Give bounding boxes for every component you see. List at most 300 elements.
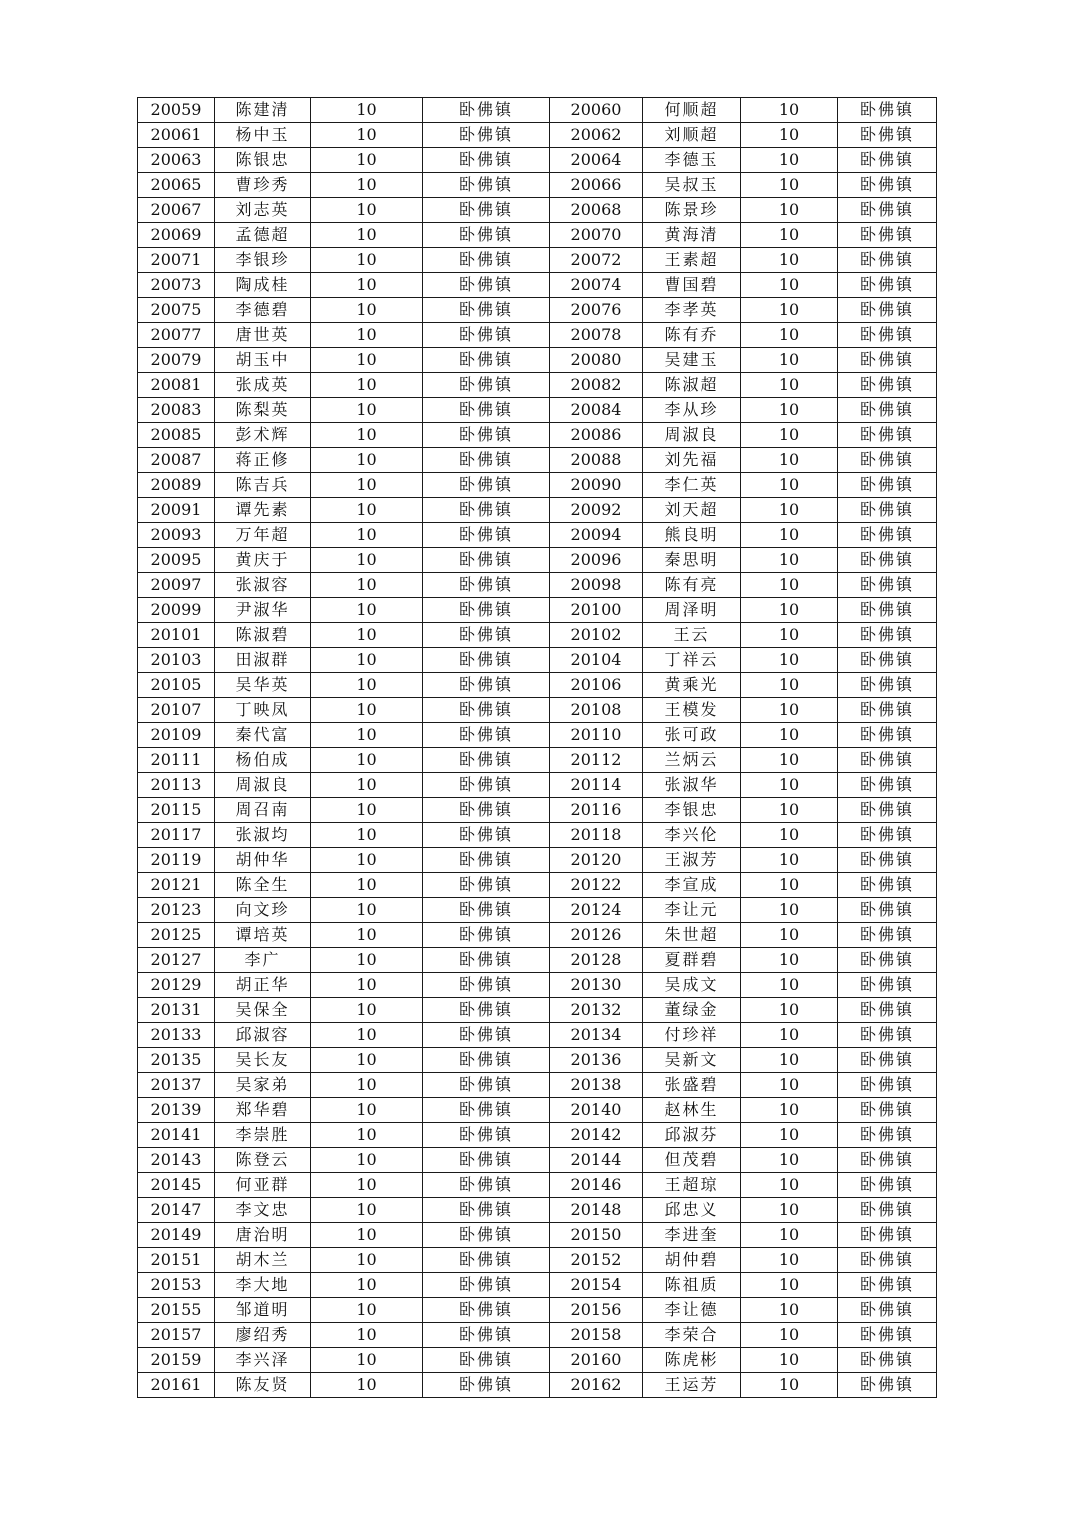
record-id-cell: 20086 [550, 423, 643, 448]
person-name-cell: 陈淑超 [643, 373, 741, 398]
town-cell: 卧佛镇 [423, 898, 550, 923]
town-cell: 卧佛镇 [838, 298, 937, 323]
record-id-cell: 20102 [550, 623, 643, 648]
amount-cell: 10 [741, 448, 838, 473]
person-name-cell: 陈景珍 [643, 198, 741, 223]
amount-cell: 10 [311, 148, 423, 173]
person-name-cell: 李大地 [215, 1273, 311, 1298]
record-id-cell: 20150 [550, 1223, 643, 1248]
record-id-cell: 20090 [550, 473, 643, 498]
record-id-cell: 20063 [138, 148, 215, 173]
record-id-cell: 20133 [138, 1023, 215, 1048]
amount-cell: 10 [741, 673, 838, 698]
town-cell: 卧佛镇 [838, 523, 937, 548]
record-id-cell: 20112 [550, 748, 643, 773]
amount-cell: 10 [741, 1298, 838, 1323]
town-cell: 卧佛镇 [838, 273, 937, 298]
table-row [138, 398, 937, 423]
town-cell: 卧佛镇 [838, 173, 937, 198]
amount-cell: 10 [311, 598, 423, 623]
record-id-cell: 20160 [550, 1348, 643, 1373]
person-name-cell: 张成英 [215, 373, 311, 398]
town-cell: 卧佛镇 [423, 148, 550, 173]
town-cell: 卧佛镇 [838, 123, 937, 148]
table-row [138, 198, 937, 223]
record-id-cell: 20157 [138, 1323, 215, 1348]
person-name-cell: 吴长友 [215, 1048, 311, 1073]
town-cell: 卧佛镇 [838, 748, 937, 773]
amount-cell: 10 [311, 673, 423, 698]
person-name-cell: 唐世英 [215, 323, 311, 348]
town-cell: 卧佛镇 [423, 323, 550, 348]
amount-cell: 10 [311, 1348, 423, 1373]
table-row [138, 998, 937, 1023]
amount-cell: 10 [741, 823, 838, 848]
table-row [138, 373, 937, 398]
town-cell: 卧佛镇 [423, 298, 550, 323]
record-id-cell: 20075 [138, 298, 215, 323]
town-cell: 卧佛镇 [838, 1348, 937, 1373]
town-cell: 卧佛镇 [838, 248, 937, 273]
town-cell: 卧佛镇 [423, 1073, 550, 1098]
record-id-cell: 20080 [550, 348, 643, 373]
person-name-cell: 陈淑碧 [215, 623, 311, 648]
record-id-cell: 20065 [138, 173, 215, 198]
person-name-cell: 郑华碧 [215, 1098, 311, 1123]
table-row [138, 623, 937, 648]
person-name-cell: 尹淑华 [215, 598, 311, 623]
town-cell: 卧佛镇 [423, 798, 550, 823]
amount-cell: 10 [741, 1098, 838, 1123]
table-row [138, 98, 937, 123]
amount-cell: 10 [311, 1198, 423, 1223]
person-name-cell: 王云 [643, 623, 741, 648]
town-cell: 卧佛镇 [423, 573, 550, 598]
table-row [138, 1098, 937, 1123]
town-cell: 卧佛镇 [838, 323, 937, 348]
amount-cell: 10 [311, 798, 423, 823]
amount-cell: 10 [741, 1173, 838, 1198]
person-name-cell: 胡仲碧 [643, 1248, 741, 1273]
amount-cell: 10 [741, 373, 838, 398]
amount-cell: 10 [741, 1273, 838, 1298]
amount-cell: 10 [311, 998, 423, 1023]
record-id-cell: 20131 [138, 998, 215, 1023]
amount-cell: 10 [741, 198, 838, 223]
amount-cell: 10 [741, 1123, 838, 1148]
person-name-cell: 李进奎 [643, 1223, 741, 1248]
amount-cell: 10 [741, 248, 838, 273]
record-id-cell: 20156 [550, 1298, 643, 1323]
person-name-cell: 廖绍秀 [215, 1323, 311, 1348]
amount-cell: 10 [311, 1048, 423, 1073]
record-id-cell: 20114 [550, 773, 643, 798]
amount-cell: 10 [741, 498, 838, 523]
person-name-cell: 杨中玉 [215, 123, 311, 148]
town-cell: 卧佛镇 [423, 223, 550, 248]
table-row [138, 1298, 937, 1323]
amount-cell: 10 [741, 398, 838, 423]
record-id-cell: 20110 [550, 723, 643, 748]
town-cell: 卧佛镇 [423, 348, 550, 373]
person-name-cell: 陈银忠 [215, 148, 311, 173]
amount-cell: 10 [311, 1223, 423, 1248]
town-cell: 卧佛镇 [423, 548, 550, 573]
person-name-cell: 董绿金 [643, 998, 741, 1023]
person-name-cell: 李德碧 [215, 298, 311, 323]
person-name-cell: 陈吉兵 [215, 473, 311, 498]
amount-cell: 10 [741, 1248, 838, 1273]
record-id-cell: 20096 [550, 548, 643, 573]
town-cell: 卧佛镇 [838, 448, 937, 473]
town-cell: 卧佛镇 [838, 1148, 937, 1173]
town-cell: 卧佛镇 [423, 1223, 550, 1248]
record-id-cell: 20128 [550, 948, 643, 973]
record-id-cell: 20137 [138, 1073, 215, 1098]
roster-table [137, 97, 937, 1398]
town-cell: 卧佛镇 [838, 1123, 937, 1148]
person-name-cell: 唐治明 [215, 1223, 311, 1248]
amount-cell: 10 [311, 473, 423, 498]
town-cell: 卧佛镇 [838, 1173, 937, 1198]
town-cell: 卧佛镇 [838, 1373, 937, 1398]
town-cell: 卧佛镇 [423, 748, 550, 773]
record-id-cell: 20144 [550, 1148, 643, 1173]
town-cell: 卧佛镇 [423, 523, 550, 548]
record-id-cell: 20105 [138, 673, 215, 698]
person-name-cell: 周泽明 [643, 598, 741, 623]
amount-cell: 10 [311, 223, 423, 248]
town-cell: 卧佛镇 [838, 548, 937, 573]
record-id-cell: 20161 [138, 1373, 215, 1398]
town-cell: 卧佛镇 [838, 498, 937, 523]
person-name-cell: 何顺超 [643, 98, 741, 123]
record-id-cell: 20104 [550, 648, 643, 673]
record-id-cell: 20147 [138, 1198, 215, 1223]
town-cell: 卧佛镇 [423, 248, 550, 273]
record-id-cell: 20097 [138, 573, 215, 598]
person-name-cell: 周淑良 [215, 773, 311, 798]
person-name-cell: 彭术辉 [215, 423, 311, 448]
town-cell: 卧佛镇 [838, 698, 937, 723]
record-id-cell: 20094 [550, 523, 643, 548]
town-cell: 卧佛镇 [423, 123, 550, 148]
town-cell: 卧佛镇 [423, 848, 550, 873]
person-name-cell: 陈登云 [215, 1148, 311, 1173]
town-cell: 卧佛镇 [423, 1373, 550, 1398]
person-name-cell: 李兴泽 [215, 1348, 311, 1373]
person-name-cell: 胡木兰 [215, 1248, 311, 1273]
amount-cell: 10 [311, 1298, 423, 1323]
person-name-cell: 王素超 [643, 248, 741, 273]
town-cell: 卧佛镇 [838, 1098, 937, 1123]
person-name-cell: 陈梨英 [215, 398, 311, 423]
record-id-cell: 20087 [138, 448, 215, 473]
record-id-cell: 20078 [550, 323, 643, 348]
town-cell: 卧佛镇 [838, 898, 937, 923]
person-name-cell: 黄庆于 [215, 548, 311, 573]
town-cell: 卧佛镇 [838, 1023, 937, 1048]
table-row [138, 1373, 937, 1398]
town-cell: 卧佛镇 [423, 473, 550, 498]
person-name-cell: 付珍祥 [643, 1023, 741, 1048]
amount-cell: 10 [311, 198, 423, 223]
town-cell: 卧佛镇 [423, 1173, 550, 1198]
person-name-cell: 吴保全 [215, 998, 311, 1023]
record-id-cell: 20111 [138, 748, 215, 773]
record-id-cell: 20093 [138, 523, 215, 548]
person-name-cell: 黄海清 [643, 223, 741, 248]
amount-cell: 10 [311, 373, 423, 398]
amount-cell: 10 [741, 973, 838, 998]
town-cell: 卧佛镇 [423, 973, 550, 998]
person-name-cell: 谭培英 [215, 923, 311, 948]
record-id-cell: 20099 [138, 598, 215, 623]
amount-cell: 10 [311, 323, 423, 348]
town-cell: 卧佛镇 [838, 348, 937, 373]
town-cell: 卧佛镇 [423, 1048, 550, 1073]
amount-cell: 10 [741, 998, 838, 1023]
record-id-cell: 20103 [138, 648, 215, 673]
town-cell: 卧佛镇 [838, 1198, 937, 1223]
town-cell: 卧佛镇 [838, 198, 937, 223]
record-id-cell: 20109 [138, 723, 215, 748]
person-name-cell: 兰炳云 [643, 748, 741, 773]
record-id-cell: 20101 [138, 623, 215, 648]
amount-cell: 10 [311, 498, 423, 523]
amount-cell: 10 [311, 698, 423, 723]
town-cell: 卧佛镇 [838, 798, 937, 823]
town-cell: 卧佛镇 [838, 98, 937, 123]
record-id-cell: 20092 [550, 498, 643, 523]
person-name-cell: 王超琼 [643, 1173, 741, 1198]
amount-cell: 10 [741, 873, 838, 898]
amount-cell: 10 [741, 748, 838, 773]
record-id-cell: 20072 [550, 248, 643, 273]
amount-cell: 10 [741, 473, 838, 498]
person-name-cell: 胡玉中 [215, 348, 311, 373]
person-name-cell: 刘先福 [643, 448, 741, 473]
town-cell: 卧佛镇 [423, 1123, 550, 1148]
town-cell: 卧佛镇 [423, 648, 550, 673]
person-name-cell: 邱淑容 [215, 1023, 311, 1048]
person-name-cell: 李文忠 [215, 1198, 311, 1223]
amount-cell: 10 [741, 723, 838, 748]
amount-cell: 10 [311, 1373, 423, 1398]
person-name-cell: 陈建清 [215, 98, 311, 123]
town-cell: 卧佛镇 [423, 373, 550, 398]
amount-cell: 10 [311, 548, 423, 573]
town-cell: 卧佛镇 [423, 623, 550, 648]
person-name-cell: 胡仲华 [215, 848, 311, 873]
amount-cell: 10 [741, 1148, 838, 1173]
amount-cell: 10 [741, 623, 838, 648]
town-cell: 卧佛镇 [423, 948, 550, 973]
table-row [138, 698, 937, 723]
record-id-cell: 20154 [550, 1273, 643, 1298]
record-id-cell: 20122 [550, 873, 643, 898]
record-id-cell: 20076 [550, 298, 643, 323]
record-id-cell: 20061 [138, 123, 215, 148]
person-name-cell: 孟德超 [215, 223, 311, 248]
person-name-cell: 何亚群 [215, 1173, 311, 1198]
record-id-cell: 20162 [550, 1373, 643, 1398]
person-name-cell: 但茂碧 [643, 1148, 741, 1173]
amount-cell: 10 [311, 873, 423, 898]
amount-cell: 10 [741, 1373, 838, 1398]
person-name-cell: 吴家弟 [215, 1073, 311, 1098]
record-id-cell: 20113 [138, 773, 215, 798]
record-id-cell: 20084 [550, 398, 643, 423]
record-id-cell: 20120 [550, 848, 643, 873]
person-name-cell: 曹珍秀 [215, 173, 311, 198]
town-cell: 卧佛镇 [838, 923, 937, 948]
amount-cell: 10 [311, 123, 423, 148]
amount-cell: 10 [311, 348, 423, 373]
table-row [138, 323, 937, 348]
record-id-cell: 20148 [550, 1198, 643, 1223]
amount-cell: 10 [741, 273, 838, 298]
table-row [138, 173, 937, 198]
person-name-cell: 邱淑芬 [643, 1123, 741, 1148]
table-row [138, 948, 937, 973]
amount-cell: 10 [311, 848, 423, 873]
town-cell: 卧佛镇 [838, 873, 937, 898]
town-cell: 卧佛镇 [838, 948, 937, 973]
record-id-cell: 20136 [550, 1048, 643, 1073]
town-cell: 卧佛镇 [838, 648, 937, 673]
table-row [138, 148, 937, 173]
person-name-cell: 黄乘光 [643, 673, 741, 698]
table-row [138, 1348, 937, 1373]
amount-cell: 10 [741, 223, 838, 248]
person-name-cell: 吴成文 [643, 973, 741, 998]
table-row [138, 273, 937, 298]
table-row [138, 898, 937, 923]
amount-cell: 10 [741, 1023, 838, 1048]
town-cell: 卧佛镇 [838, 598, 937, 623]
table-row [138, 248, 937, 273]
amount-cell: 10 [741, 773, 838, 798]
table-row [138, 223, 937, 248]
person-name-cell: 李德玉 [643, 148, 741, 173]
amount-cell: 10 [741, 698, 838, 723]
town-cell: 卧佛镇 [423, 823, 550, 848]
town-cell: 卧佛镇 [423, 198, 550, 223]
amount-cell: 10 [311, 898, 423, 923]
person-name-cell: 田淑群 [215, 648, 311, 673]
table-row [138, 873, 937, 898]
person-name-cell: 赵林生 [643, 1098, 741, 1123]
table-row [138, 1173, 937, 1198]
record-id-cell: 20088 [550, 448, 643, 473]
table-row [138, 298, 937, 323]
amount-cell: 10 [741, 1348, 838, 1373]
town-cell: 卧佛镇 [838, 1273, 937, 1298]
person-name-cell: 陈虎彬 [643, 1348, 741, 1373]
amount-cell: 10 [741, 1073, 838, 1098]
person-name-cell: 李银忠 [643, 798, 741, 823]
town-cell: 卧佛镇 [838, 223, 937, 248]
table-row [138, 723, 937, 748]
person-name-cell: 秦思明 [643, 548, 741, 573]
amount-cell: 10 [741, 148, 838, 173]
amount-cell: 10 [741, 1048, 838, 1073]
town-cell: 卧佛镇 [423, 1298, 550, 1323]
town-cell: 卧佛镇 [838, 1073, 937, 1098]
amount-cell: 10 [311, 298, 423, 323]
person-name-cell: 张淑容 [215, 573, 311, 598]
record-id-cell: 20115 [138, 798, 215, 823]
town-cell: 卧佛镇 [423, 1273, 550, 1298]
town-cell: 卧佛镇 [423, 273, 550, 298]
person-name-cell: 曹国碧 [643, 273, 741, 298]
amount-cell: 10 [741, 98, 838, 123]
town-cell: 卧佛镇 [423, 873, 550, 898]
person-name-cell: 王模发 [643, 698, 741, 723]
record-id-cell: 20139 [138, 1098, 215, 1123]
person-name-cell: 张盛碧 [643, 1073, 741, 1098]
table-row [138, 748, 937, 773]
record-id-cell: 20158 [550, 1323, 643, 1348]
person-name-cell: 王运芳 [643, 1373, 741, 1398]
record-id-cell: 20125 [138, 923, 215, 948]
record-id-cell: 20123 [138, 898, 215, 923]
town-cell: 卧佛镇 [838, 823, 937, 848]
amount-cell: 10 [741, 173, 838, 198]
person-name-cell: 刘天超 [643, 498, 741, 523]
table-row [138, 1073, 937, 1098]
record-id-cell: 20074 [550, 273, 643, 298]
person-name-cell: 丁映凤 [215, 698, 311, 723]
table-row [138, 1248, 937, 1273]
record-id-cell: 20159 [138, 1348, 215, 1373]
town-cell: 卧佛镇 [423, 1023, 550, 1048]
table-row [138, 548, 937, 573]
record-id-cell: 20064 [550, 148, 643, 173]
amount-cell: 10 [311, 98, 423, 123]
person-name-cell: 李让德 [643, 1298, 741, 1323]
record-id-cell: 20085 [138, 423, 215, 448]
town-cell: 卧佛镇 [423, 398, 550, 423]
amount-cell: 10 [311, 648, 423, 673]
town-cell: 卧佛镇 [423, 1198, 550, 1223]
record-id-cell: 20151 [138, 1248, 215, 1273]
person-name-cell: 邹道明 [215, 1298, 311, 1323]
amount-cell: 10 [741, 798, 838, 823]
table-row [138, 1048, 937, 1073]
town-cell: 卧佛镇 [838, 623, 937, 648]
person-name-cell: 向文珍 [215, 898, 311, 923]
town-cell: 卧佛镇 [838, 723, 937, 748]
record-id-cell: 20138 [550, 1073, 643, 1098]
town-cell: 卧佛镇 [423, 1348, 550, 1373]
amount-cell: 10 [741, 573, 838, 598]
amount-cell: 10 [311, 573, 423, 598]
person-name-cell: 夏群碧 [643, 948, 741, 973]
person-name-cell: 蒋正修 [215, 448, 311, 473]
amount-cell: 10 [311, 1323, 423, 1348]
person-name-cell: 秦代富 [215, 723, 311, 748]
amount-cell: 10 [311, 1248, 423, 1273]
record-id-cell: 20140 [550, 1098, 643, 1123]
record-id-cell: 20126 [550, 923, 643, 948]
record-id-cell: 20155 [138, 1298, 215, 1323]
town-cell: 卧佛镇 [838, 398, 937, 423]
table-row [138, 1198, 937, 1223]
person-name-cell: 李孝英 [643, 298, 741, 323]
amount-cell: 10 [311, 773, 423, 798]
